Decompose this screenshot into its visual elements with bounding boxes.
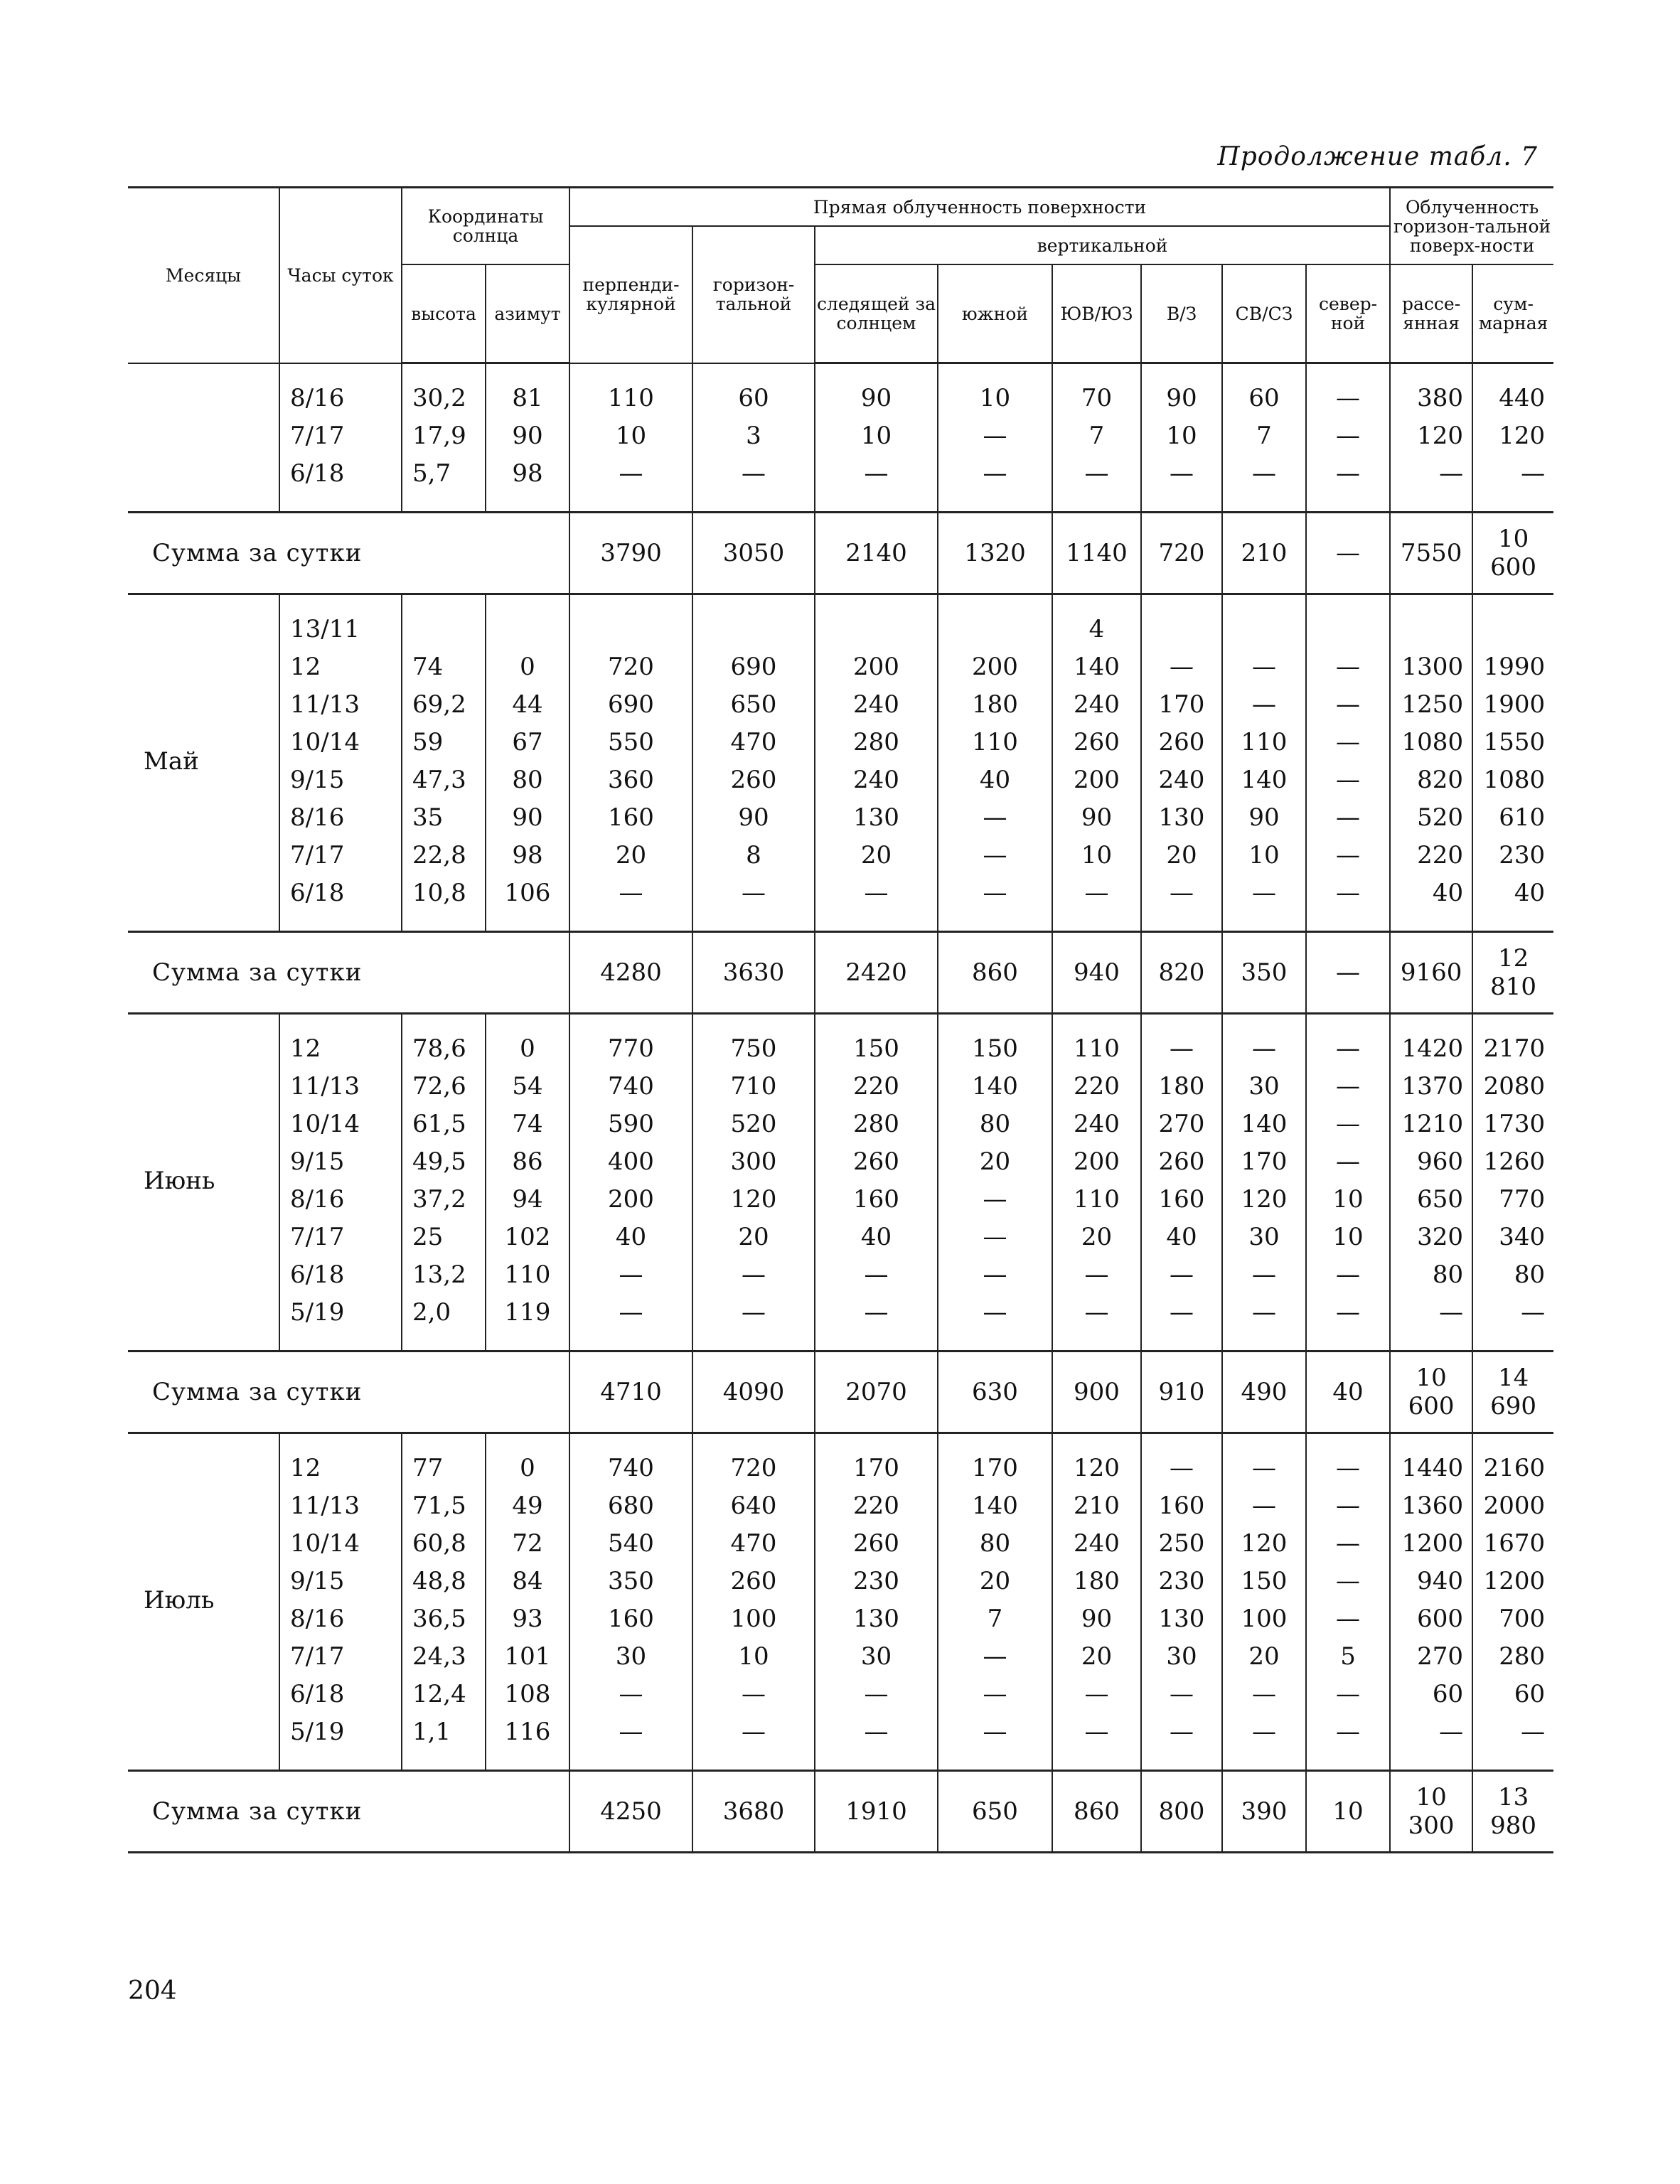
data-block-row bbox=[128, 363, 1553, 513]
daily-sum-value: 910 bbox=[1141, 1351, 1222, 1433]
daily-sum-value: 820 bbox=[1141, 932, 1222, 1014]
daily-sum-value: 3790 bbox=[569, 513, 692, 594]
daily-sum-value: 900 bbox=[1052, 1351, 1141, 1433]
e-w-cell-values: — 170 260 240 130 20 — bbox=[1158, 653, 1205, 907]
hours-cell-values: 12 11/13 10/14 9/15 8/16 7/17 6/18 5/19 bbox=[290, 1454, 360, 1746]
daily-sum-value: 40 bbox=[1306, 1351, 1390, 1433]
ne-nw-cell-values: — — 120 150 100 20 — — bbox=[1241, 1454, 1288, 1746]
daily-sum-value: 630 bbox=[938, 1351, 1052, 1433]
daily-sum-value: — bbox=[1306, 932, 1390, 1014]
north-header: север-ной bbox=[1306, 264, 1390, 363]
daily-sum-value: 4090 bbox=[692, 1351, 815, 1433]
horizontal-cell bbox=[692, 1433, 815, 1771]
daily-sum-value: 3680 bbox=[692, 1771, 815, 1853]
ne-nw-cell bbox=[1222, 1014, 1306, 1351]
daily-sum-value: 4250 bbox=[569, 1771, 692, 1853]
height-header: высота bbox=[402, 264, 486, 363]
daily-sum-value: 13 980 bbox=[1472, 1771, 1553, 1853]
tracking-cell bbox=[815, 594, 938, 932]
daily-sum-value: 10 600 bbox=[1472, 513, 1553, 594]
horizontal-header: горизон-тальной bbox=[692, 226, 815, 363]
diffuse-header: рассе-янная bbox=[1390, 264, 1472, 363]
ne-nw-cell bbox=[1222, 594, 1306, 932]
daily-sum-row bbox=[128, 1351, 1553, 1433]
e-w-cell bbox=[1141, 594, 1222, 932]
page-number: 204 bbox=[128, 1976, 177, 2006]
north-cell bbox=[1306, 1433, 1390, 1771]
daily-sum-value: 3630 bbox=[692, 932, 815, 1014]
daily-sum-row bbox=[128, 1771, 1553, 1853]
south-header: южной bbox=[938, 264, 1052, 363]
irradiance-table bbox=[128, 186, 1553, 1853]
daily-sum-value: 3050 bbox=[692, 513, 815, 594]
e-w-cell-values: — 160 250 230 130 30 — — bbox=[1158, 1454, 1205, 1746]
months-header: Месяцы bbox=[128, 188, 279, 363]
data-block-row bbox=[128, 1014, 1553, 1351]
daily-sum-value: 1140 bbox=[1052, 513, 1141, 594]
hours-cell-values: 13/11 12 11/13 10/14 9/15 8/16 7/17 6/18 bbox=[290, 615, 360, 907]
horizontal-cell-values: 750 710 520 300 120 20 — — bbox=[730, 1034, 777, 1327]
azimuth-header: азимут bbox=[486, 264, 569, 363]
tracking-cell bbox=[815, 1433, 938, 1771]
diffuse-cell-values: 1420 1370 1210 960 650 320 80 — bbox=[1401, 1034, 1464, 1327]
total-cell-values: 2170 2080 1730 1260 770 340 80 — bbox=[1483, 1034, 1546, 1327]
horizontal-irradiance-header: Облученность горизон-тальной поверх-ности bbox=[1390, 188, 1553, 265]
tracking-cell bbox=[815, 1014, 938, 1351]
e-w-cell bbox=[1141, 1433, 1222, 1771]
ne-nw-cell bbox=[1222, 363, 1306, 513]
daily-sum-value: 4710 bbox=[569, 1351, 692, 1433]
total-cell bbox=[1472, 594, 1553, 932]
hours-cell bbox=[279, 1433, 402, 1771]
daily-sum-value: 9160 bbox=[1390, 932, 1472, 1014]
month-cell bbox=[128, 363, 279, 513]
se-sw-cell-values: 4 140 240 260 200 90 10 — bbox=[1074, 615, 1120, 907]
azimuth-cell bbox=[486, 1433, 569, 1771]
tracking-cell-values: 150 220 280 260 160 40 — — bbox=[853, 1034, 899, 1327]
se-sw-cell bbox=[1052, 1014, 1141, 1351]
e-w-cell-values: — 180 270 260 160 40 — — bbox=[1158, 1034, 1205, 1327]
ne-nw-cell bbox=[1222, 1433, 1306, 1771]
altitude-cell-values: 77 71,5 60,8 48,8 36,5 24,3 12,4 1,1 bbox=[412, 1454, 466, 1746]
horizontal-cell-values: 690 650 470 260 90 8 — bbox=[730, 653, 777, 907]
hours-header: Часы суток bbox=[279, 188, 402, 363]
daily-sum-value: 10 bbox=[1306, 1771, 1390, 1853]
tracking-cell-values: 170 220 260 230 130 30 — — bbox=[853, 1454, 899, 1746]
daily-sum-label: Сумма за сутки bbox=[128, 1351, 569, 1433]
north-cell bbox=[1306, 1014, 1390, 1351]
hours-cell-values: 12 11/13 10/14 9/15 8/16 7/17 6/18 5/19 bbox=[290, 1034, 360, 1327]
north-cell-values: — — — — 10 10 — — bbox=[1332, 1034, 1364, 1327]
hours-cell bbox=[279, 363, 402, 513]
se-sw-cell bbox=[1052, 1433, 1141, 1771]
north-cell-values: — — — — — — — bbox=[1336, 653, 1361, 907]
south-cell-values: 170 140 80 20 7 — — — bbox=[972, 1454, 1018, 1746]
total-cell-values: 440 120 — bbox=[1499, 384, 1546, 488]
altitude-cell-values: 74 69,2 59 47,3 35 22,8 10,8 bbox=[412, 653, 466, 907]
month-cell: Июль bbox=[144, 1586, 215, 1615]
daily-sum-value: 390 bbox=[1222, 1771, 1306, 1853]
azimuth-cell-values: 0 49 72 84 93 101 108 116 bbox=[504, 1454, 551, 1746]
tracking-cell-values: 200 240 280 240 130 20 — bbox=[853, 653, 899, 907]
diffuse-cell-values: 1300 1250 1080 820 520 220 40 bbox=[1401, 653, 1464, 907]
perpendicular-cell bbox=[569, 594, 692, 932]
total-cell bbox=[1472, 363, 1553, 513]
perpendicular-header: перпенди-кулярной bbox=[569, 226, 692, 363]
south-cell bbox=[938, 1014, 1052, 1351]
perpendicular-cell-values: 110 10 — bbox=[608, 383, 654, 488]
daily-sum-value: 10 300 bbox=[1390, 1771, 1472, 1853]
daily-sum-row bbox=[128, 932, 1553, 1014]
horizontal-cell-values: 720 640 470 260 100 10 — — bbox=[730, 1454, 777, 1746]
azimuth-cell-values: 81 90 98 bbox=[512, 384, 543, 488]
diffuse-cell bbox=[1390, 1014, 1472, 1351]
ne-nw-cell-values: 60 7 — bbox=[1248, 384, 1280, 488]
altitude-cell bbox=[402, 594, 486, 932]
daily-sum-value: 12 810 bbox=[1472, 932, 1553, 1014]
altitude-cell-values: 30,2 17,9 5,7 bbox=[412, 384, 466, 488]
direct-irradiance-header: Прямая облученность поверхности bbox=[569, 188, 1390, 227]
month-cell: Июнь bbox=[144, 1167, 215, 1195]
altitude-cell bbox=[402, 1433, 486, 1771]
north-cell-values: — — — bbox=[1336, 384, 1361, 488]
daily-sum-value: 2420 bbox=[815, 932, 938, 1014]
perpendicular-cell bbox=[569, 1014, 692, 1351]
north-cell bbox=[1306, 594, 1390, 932]
daily-sum-value: 2070 bbox=[815, 1351, 938, 1433]
hours-cell bbox=[279, 594, 402, 932]
table-body bbox=[128, 363, 1553, 1853]
perpendicular-cell bbox=[569, 363, 692, 513]
daily-sum-value: 860 bbox=[938, 932, 1052, 1014]
south-cell bbox=[938, 1433, 1052, 1771]
data-block-row bbox=[128, 1433, 1553, 1771]
perpendicular-cell-values: 740 680 540 350 160 30 — — bbox=[608, 1454, 654, 1746]
altitude-cell-values: 78,6 72,6 61,5 49,5 37,2 25 13,2 2,0 bbox=[412, 1034, 466, 1327]
daily-sum-value: 2140 bbox=[815, 513, 938, 594]
daily-sum-value: 14 690 bbox=[1472, 1351, 1553, 1433]
vertical-header: вертикальной bbox=[815, 226, 1390, 264]
south-cell-values: 150 140 80 20 — — — — bbox=[972, 1034, 1018, 1327]
azimuth-cell-values: 0 44 67 80 90 98 106 bbox=[504, 653, 551, 907]
azimuth-cell bbox=[486, 363, 569, 513]
azimuth-cell-values: 0 54 74 86 94 102 110 119 bbox=[504, 1034, 551, 1327]
e-w-header: В/З bbox=[1141, 264, 1222, 363]
north-cell-values: — — — — — 5 — — bbox=[1336, 1454, 1361, 1746]
perpendicular-cell-values: 770 740 590 400 200 40 — — bbox=[608, 1034, 654, 1327]
ne-nw-cell-values: — — 110 140 90 10 — bbox=[1241, 653, 1288, 907]
se-sw-cell-values: 110 220 240 200 110 20 — — bbox=[1074, 1034, 1120, 1327]
daily-sum-value: 4280 bbox=[569, 932, 692, 1014]
daily-sum-value: 490 bbox=[1222, 1351, 1306, 1433]
daily-sum-value: — bbox=[1306, 513, 1390, 594]
diffuse-cell-values: 1440 1360 1200 940 600 270 60 — bbox=[1401, 1454, 1464, 1746]
se-sw-cell-values: 70 7 — bbox=[1081, 384, 1113, 488]
tracking-cell bbox=[815, 363, 938, 513]
se-sw-cell bbox=[1052, 363, 1141, 513]
e-w-cell-values: 90 10 — bbox=[1166, 384, 1197, 488]
total-header: сум-марная bbox=[1472, 264, 1553, 363]
azimuth-cell bbox=[486, 1014, 569, 1351]
total-cell-values: 1990 1900 1550 1080 610 230 40 bbox=[1483, 653, 1546, 907]
daily-sum-row bbox=[128, 513, 1553, 594]
diffuse-cell bbox=[1390, 363, 1472, 513]
data-block-row bbox=[128, 594, 1553, 932]
horizontal-cell-values: 60 3 — bbox=[738, 383, 769, 488]
total-cell-values: 2160 2000 1670 1200 700 280 60 — bbox=[1483, 1454, 1546, 1746]
perpendicular-cell bbox=[569, 1433, 692, 1771]
horizontal-cell bbox=[692, 594, 815, 932]
daily-sum-value: 10 600 bbox=[1390, 1351, 1472, 1433]
altitude-cell bbox=[402, 363, 486, 513]
daily-sum-value: 940 bbox=[1052, 932, 1141, 1014]
daily-sum-value: 1910 bbox=[815, 1771, 938, 1853]
south-cell-values: 200 180 110 40 — — — bbox=[972, 653, 1018, 907]
daily-sum-value: 210 bbox=[1222, 513, 1306, 594]
month-cell: Май bbox=[144, 747, 199, 776]
south-cell-values: 10 — — bbox=[979, 384, 1011, 488]
diffuse-cell bbox=[1390, 594, 1472, 932]
tracking-header: следящей за солнцем bbox=[815, 264, 938, 363]
e-w-cell bbox=[1141, 363, 1222, 513]
south-cell bbox=[938, 594, 1052, 932]
se-sw-header: ЮВ/ЮЗ bbox=[1052, 264, 1141, 363]
altitude-cell bbox=[402, 1014, 486, 1351]
e-w-cell bbox=[1141, 1014, 1222, 1351]
hours-cell-values: 8/16 7/17 6/18 bbox=[290, 383, 345, 488]
daily-sum-value: 860 bbox=[1052, 1771, 1141, 1853]
daily-sum-label: Сумма за сутки bbox=[128, 932, 569, 1014]
north-cell bbox=[1306, 363, 1390, 513]
tracking-cell-values: 90 10 — bbox=[860, 384, 892, 488]
daily-sum-value: 1320 bbox=[938, 513, 1052, 594]
coords-header: Координаты солнца bbox=[402, 188, 569, 265]
table-caption: Продолжение табл. 7 bbox=[1217, 142, 1538, 171]
horizontal-cell bbox=[692, 363, 815, 513]
ne-nw-header: СВ/СЗ bbox=[1222, 264, 1306, 363]
ne-nw-cell-values: — 30 140 170 120 30 — — bbox=[1241, 1034, 1288, 1327]
daily-sum-label: Сумма за сутки bbox=[128, 513, 569, 594]
azimuth-cell bbox=[486, 594, 569, 932]
daily-sum-value: 350 bbox=[1222, 932, 1306, 1014]
se-sw-cell bbox=[1052, 594, 1141, 932]
daily-sum-value: 7550 bbox=[1390, 513, 1472, 594]
diffuse-cell bbox=[1390, 1433, 1472, 1771]
total-cell bbox=[1472, 1433, 1553, 1771]
horizontal-cell bbox=[692, 1014, 815, 1351]
daily-sum-value: 720 bbox=[1141, 513, 1222, 594]
daily-sum-value: 650 bbox=[938, 1771, 1052, 1853]
daily-sum-value: 800 bbox=[1141, 1771, 1222, 1853]
diffuse-cell-values: 380 120 — bbox=[1417, 384, 1464, 488]
total-cell bbox=[1472, 1014, 1553, 1351]
daily-sum-label: Сумма за сутки bbox=[128, 1771, 569, 1853]
south-cell bbox=[938, 363, 1052, 513]
perpendicular-cell-values: 720 690 550 360 160 20 — bbox=[608, 653, 654, 907]
hours-cell bbox=[279, 1014, 402, 1351]
se-sw-cell-values: 120 210 240 180 90 20 — — bbox=[1074, 1454, 1120, 1746]
